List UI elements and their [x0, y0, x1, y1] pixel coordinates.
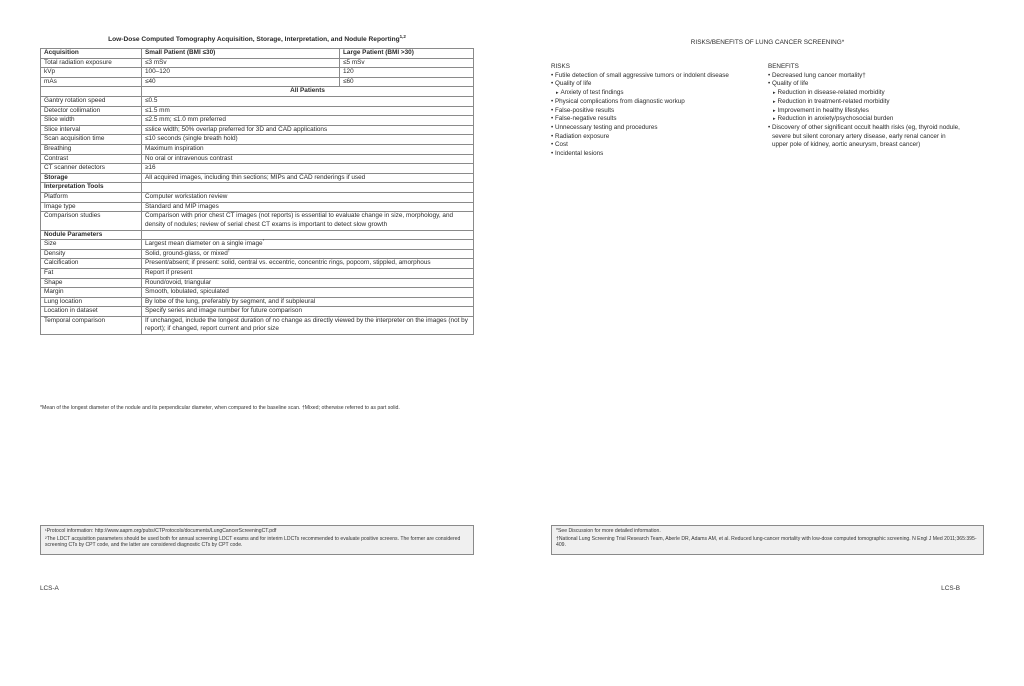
row-label: Margin	[41, 288, 142, 298]
risk-item-text: • Incidental lesions	[551, 150, 604, 158]
table-title: Low-Dose Computed Tomography Acquisition, Storage, Interpretation, and Nodule Reporting$^{1,2}$	[108, 33, 406, 43]
table-row	[41, 240, 474, 250]
row-label: Density	[41, 249, 142, 259]
table-row	[41, 106, 474, 116]
large-patient-value: ≤5 mSv	[340, 58, 474, 68]
row-value: If unchanged, include the longest duration of no change as directly viewed by the interpreter on the images (not by report); if changed, report current and prior size	[142, 316, 474, 335]
risk-item	[551, 80, 761, 89]
row-label: Platform	[41, 192, 142, 202]
row-value: Present/absent; if present: solid, central vs. eccentric, concentric rings, popcorn, stippled, amorphous	[142, 259, 474, 269]
row-value-text: Largest mean diameter on a single image	[145, 240, 263, 248]
small-patient-value: 100–120	[142, 68, 340, 78]
benefit-item-text: • Discovery of other significant occult health risks (eg, thyroid nodule,	[768, 123, 960, 131]
risk-item	[551, 124, 761, 133]
benefits-heading: BENEFITS	[768, 63, 799, 70]
table-row	[41, 249, 474, 259]
left-references	[40, 525, 474, 555]
table-row	[41, 116, 474, 126]
row-label: Breathing	[41, 144, 142, 154]
row-label: Calcification	[41, 259, 142, 269]
row-label: Fat	[41, 268, 142, 278]
triangle-bullet-icon: ▸	[773, 107, 776, 114]
row-value: Report if present	[142, 268, 474, 278]
row-label: CT scanner detectors	[41, 164, 142, 174]
risk-item-text: • Radiation exposure	[551, 132, 610, 140]
benefit-item-text: • Decreased lung cancer mortality†	[768, 71, 866, 79]
table-row	[41, 202, 474, 212]
row-label: Gantry rotation speed	[41, 96, 142, 106]
risk-item-text: • Cost	[551, 141, 568, 149]
table-row	[41, 297, 474, 307]
benefit-item-text: Reduction in anxiety/psychosocial burden	[777, 115, 894, 123]
risk-item-text: Anxiety of test findings	[560, 89, 624, 97]
benefit-item	[768, 115, 986, 124]
benefit-item-text: Improvement in healthy lifestyles	[777, 106, 869, 114]
row-value: ≤1.5 mm	[142, 106, 474, 116]
row-value: By lobe of the lung, preferably by segment, and if subpleural	[142, 297, 474, 307]
table-header-row	[41, 49, 474, 59]
risk-item-text: • False-positive results	[551, 106, 615, 114]
blank-cell	[142, 183, 474, 193]
acquisition-table	[40, 48, 474, 335]
table-row	[41, 144, 474, 154]
triangle-bullet-icon: ▸	[773, 116, 776, 123]
table-footnote: *Mean of the longest diameter of the nodule and its perpendicular diameter, when compared to the baseline scan. †Mixed; otherwise referred to as part solid.	[40, 405, 400, 411]
risk-item	[551, 107, 761, 116]
risks-benefits-title: RISKS/BENEFITS OF LUNG CANCER SCREENING*	[690, 39, 845, 46]
header-large-patient: Large Patient (BMI >30)	[340, 49, 474, 59]
row-value	[142, 240, 474, 250]
table-row	[41, 96, 474, 106]
benefit-item-text: Reduction in treatment-related morbidity	[777, 97, 890, 105]
row-label: Scan acquisition time	[41, 135, 142, 145]
footnote-marker: †	[227, 247, 231, 253]
table-row	[41, 212, 474, 231]
row-label: Comparison studies	[41, 212, 142, 231]
risk-item	[551, 141, 761, 150]
page-number-right: LCS-B	[941, 585, 960, 592]
table-row	[41, 192, 474, 202]
risk-item-text: • Futile detection of small aggressive tumors or indolent disease	[551, 71, 729, 79]
table-row	[41, 288, 474, 298]
reference-2: ²The LDCT acquisition parameters should be used both for annual screening LDCT exams and for interim LDCTs recommended to evaluate positive screens. The former are considered screening CTs by CPT code, and the latter are considered diagnostic CTs by CPT code.	[45, 535, 461, 549]
row-label: Detector collimation	[41, 106, 142, 116]
row-value: Maximum inspiration	[142, 144, 474, 154]
risk-item	[551, 98, 761, 107]
benefit-item	[768, 89, 986, 98]
table-row	[41, 164, 474, 174]
triangle-bullet-icon: ▸	[773, 98, 776, 105]
row-value	[142, 249, 474, 259]
benefit-item	[768, 80, 986, 89]
risks-column	[551, 63, 761, 159]
table-row	[41, 316, 474, 335]
row-value: Comparison with prior chest CT images (not reports) is essential to evaluate change in size, morphology, and density of nodules; review of serial chest CT exams is important to detect slow growth	[142, 212, 474, 231]
row-label: Temporal comparison	[41, 316, 142, 335]
benefit-item	[768, 98, 986, 107]
table-row	[41, 307, 474, 317]
storage-label: Storage	[41, 173, 142, 183]
table-row	[41, 135, 474, 145]
large-patient-value: 120	[340, 68, 474, 78]
row-value: Standard and MIP images	[142, 202, 474, 212]
large-patient-value: ≤60	[340, 77, 474, 87]
risk-item	[551, 133, 761, 142]
row-value: ≥16	[142, 164, 474, 174]
row-label: kVp	[41, 68, 142, 78]
benefit-item	[768, 133, 986, 142]
row-label: Slice width	[41, 116, 142, 126]
table-row	[41, 58, 474, 68]
benefit-item-text: severe but silent coronary artery disease, early renal cancer in	[772, 132, 946, 140]
benefit-item	[768, 72, 986, 81]
table-row	[41, 154, 474, 164]
row-value: Specify series and image number for future comparison	[142, 307, 474, 317]
row-value: ≤2.5 mm; ≤1.0 mm preferred	[142, 116, 474, 126]
row-label: Lung location	[41, 297, 142, 307]
footnote-marker: *	[262, 238, 265, 244]
triangle-bullet-icon: ▸	[773, 90, 776, 97]
benefits-column	[768, 63, 986, 150]
all-patients-row	[41, 87, 474, 97]
benefit-item-text: Reduction in disease-related morbidity	[777, 89, 885, 97]
storage-row	[41, 173, 474, 183]
row-value: Computer workstation review	[142, 192, 474, 202]
risk-item-text: • Physical complications from diagnostic workup	[551, 97, 685, 105]
triangle-bullet-icon: ▸	[556, 90, 559, 97]
risk-item-text: • Unnecessary testing and procedures	[551, 123, 658, 131]
table-row	[41, 268, 474, 278]
row-label: Size	[41, 240, 142, 250]
row-value: Smooth, lobulated, spiculated	[142, 288, 474, 298]
nodule-heading: Nodule Parameters	[41, 230, 142, 240]
risk-item	[551, 115, 761, 124]
right-references	[551, 525, 984, 555]
benefit-item	[768, 141, 986, 150]
header-small-patient: Small Patient (BMI ≤30)	[142, 49, 340, 59]
row-label: mAs	[41, 77, 142, 87]
nodule-heading-row	[41, 230, 474, 240]
benefit-item-text: upper pole of kidney, aortic aneurysm, breast cancer)	[772, 141, 921, 149]
reference-1: ¹Protocol information: http://www.aapm.org/pubs/CTProtocols/documents/LungCancerScreeningCT.pdf	[45, 528, 277, 534]
interpretation-heading-row	[41, 183, 474, 193]
table-row	[41, 259, 474, 269]
header-acquisition: Acquisition	[41, 49, 142, 59]
blank-cell	[142, 230, 474, 240]
page-number-left: LCS-A	[40, 585, 59, 592]
row-value: ≤10 seconds (single breath hold)	[142, 135, 474, 145]
benefit-item	[768, 107, 986, 116]
reference-1: *See Discussion for more detailed information.	[556, 528, 661, 534]
blank-cell	[41, 87, 142, 97]
risk-item	[551, 72, 761, 81]
benefit-item	[768, 124, 986, 133]
risks-heading: RISKS	[551, 63, 570, 70]
risk-item	[551, 89, 761, 98]
table-row	[41, 278, 474, 288]
row-label: Shape	[41, 278, 142, 288]
row-label: Slice interval	[41, 125, 142, 135]
row-label: Image type	[41, 202, 142, 212]
row-value: Round/ovoid, triangular	[142, 278, 474, 288]
table-row	[41, 68, 474, 78]
small-patient-value: ≤3 mSv	[142, 58, 340, 68]
risk-item	[551, 150, 761, 159]
row-label: Total radiation exposure	[41, 58, 142, 68]
interpretation-heading: Interpretation Tools	[41, 183, 142, 193]
row-value-text: Solid, ground-glass, or mixed	[145, 249, 228, 257]
row-value: ≤slice width; 50% overlap preferred for 3D and CAD applications	[142, 125, 474, 135]
benefit-item-text: • Quality of life	[768, 80, 809, 88]
risk-item-text: • Quality of life	[551, 80, 592, 88]
storage-value: All acquired images, including thin sections; MIPs and CAD renderings if used	[142, 173, 474, 183]
row-label: Contrast	[41, 154, 142, 164]
row-label: Location in dataset	[41, 307, 142, 317]
reference-2: †National Lung Screening Trial Research Team, Aberle DR, Adams AM, et al. Reduced lung-cancer mortality with low-dose computed tomographic screening. N Engl J Med 2011;365:395-409.	[556, 535, 977, 549]
row-value: No oral or intravenous contrast	[142, 154, 474, 164]
risk-item-text: • False-negative results	[551, 115, 617, 123]
table-row	[41, 125, 474, 135]
small-patient-value: ≤40	[142, 77, 340, 87]
all-patients-heading: All Patients	[142, 87, 474, 97]
row-value: ≤0.5	[142, 96, 474, 106]
table-row	[41, 77, 474, 87]
